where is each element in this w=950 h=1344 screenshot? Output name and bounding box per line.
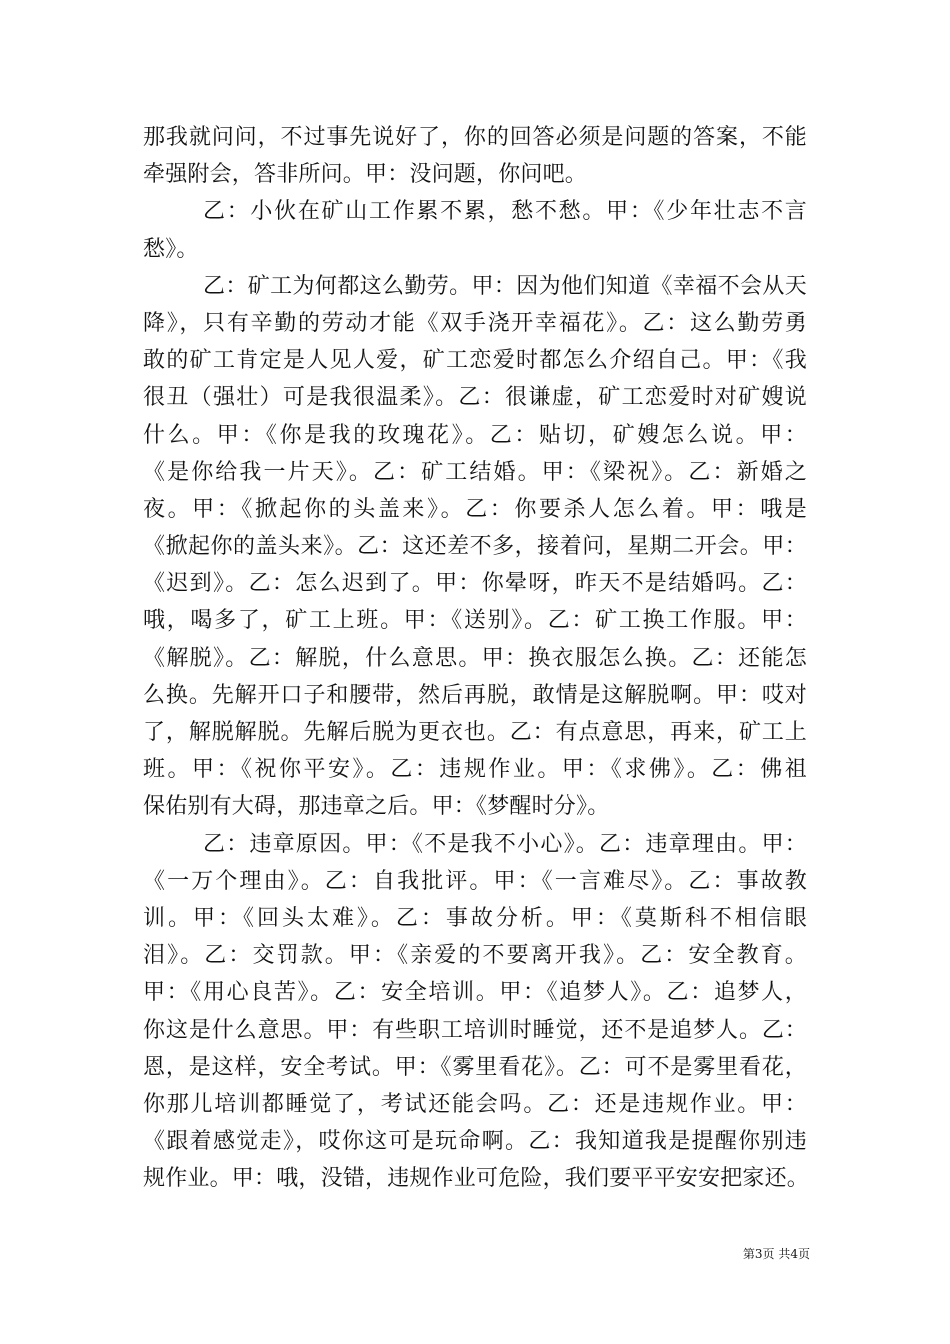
text-line: 那我就问问，不过事先说好了，你的回答必须是问题的答案，不能 xyxy=(143,125,807,150)
footer-current-page: 3 xyxy=(754,1247,763,1261)
text-line: 牵强附会，答非所问。甲：没问题，你问吧。 xyxy=(143,162,588,188)
text-line: 很丑（强壮）可是我很温柔》。乙：很谦虚，矿工恋爱时对矿嫂说 xyxy=(143,385,807,411)
text-line: 保佑别有大碍，那违章之后。甲：《梦醒时分》。 xyxy=(143,794,610,820)
text-line: 甲：《用心良苦》。乙：安全培训。甲：《追梦人》。乙：追梦人， xyxy=(143,980,807,1006)
text-line: 《跟着感觉走》，哎你这可是玩命啊。乙：我知道我是提醒你别违 xyxy=(143,1129,807,1155)
text-line: 恩，是这样，安全考试。甲：《雾里看花》。乙：可不是雾里看花， xyxy=(143,1054,807,1080)
text-line: 《迟到》。乙：怎么迟到了。甲：你晕呀，昨天不是结婚吗。乙： xyxy=(143,571,807,597)
text-line: 了，解脱解脱。先解后脱为更衣也。乙：有点意思，再来，矿工上 xyxy=(143,720,807,745)
text-line: 班。甲：《祝你平安》。乙：违规作业。甲：《求佛》。乙：佛祖 xyxy=(143,757,807,783)
text-line: 《掀起你的盖头来》。乙：这还差不多，接着问，星期二开会。甲： xyxy=(143,534,807,560)
footer-prefix: 第 xyxy=(742,1247,755,1261)
text-line: 你这是什么意思。甲：有些职工培训时睡觉，还不是追梦人。乙： xyxy=(143,1017,807,1043)
page-footer xyxy=(0,1246,810,1262)
text-line: 夜。甲：《掀起你的头盖来》。乙：你要杀人怎么着。甲：哦是 xyxy=(143,496,807,522)
text-line: 《解脱》。乙：解脱，什么意思。甲：换衣服怎么换。乙：还能怎 xyxy=(143,645,807,671)
text-line: 乙：小伙在矿山工作累不累，愁不愁。甲：《少年壮志不言 xyxy=(203,199,807,225)
text-line: 你那儿培训都睡觉了，考试还能会吗。乙：还是违规作业。甲： xyxy=(143,1091,807,1117)
footer-suffix: 页 xyxy=(797,1247,810,1261)
text-line: 愁》。 xyxy=(143,236,199,262)
text-line: 哦，喝多了，矿工上班。甲：《送别》。乙：矿工换工作服。甲： xyxy=(143,608,807,634)
footer-middle: 页 共 xyxy=(762,1247,791,1261)
text-line: 敢的矿工肯定是人见人爱，矿工恋爱时都怎么介绍自己。甲：《我 xyxy=(143,348,807,374)
text-line: 什么。甲：《你是我的玫瑰花》。乙：贴切，矿嫂怎么说。甲： xyxy=(143,422,807,448)
text-line: 《是你给我一片天》。乙：矿工结婚。甲：《梁祝》。乙：新婚之 xyxy=(143,459,807,485)
text-line: 乙：矿工为何都这么勤劳。甲：因为他们知道《幸福不会从天 xyxy=(203,273,807,299)
text-line: 规作业。甲：哦，没错，违规作业可危险，我们要平平安安把家还。 xyxy=(143,1166,810,1192)
text-line: 乙：违章原因。甲：《不是我不小心》。乙：违章理由。甲： xyxy=(203,831,807,857)
text-line: 训。甲：《回头太难》。乙：事故分析。甲：《莫斯科不相信眼 xyxy=(143,905,807,931)
text-line: 降》，只有辛勤的劳动才能《双手浇开幸福花》。乙：这么勤劳勇 xyxy=(143,310,807,336)
body-text xyxy=(143,119,810,1197)
text-line: 泪》。乙：交罚款。甲：《亲爱的不要离开我》。乙：安全教育。 xyxy=(143,943,807,969)
footer-total-pages: 4 xyxy=(790,1247,798,1261)
text-line: 《一万个理由》。乙：自我批评。甲：《一言难尽》。乙：事故教 xyxy=(143,868,807,894)
text-line: 么换。先解开口子和腰带，然后再脱，敢情是这解脱啊。甲：哎对 xyxy=(143,682,807,708)
